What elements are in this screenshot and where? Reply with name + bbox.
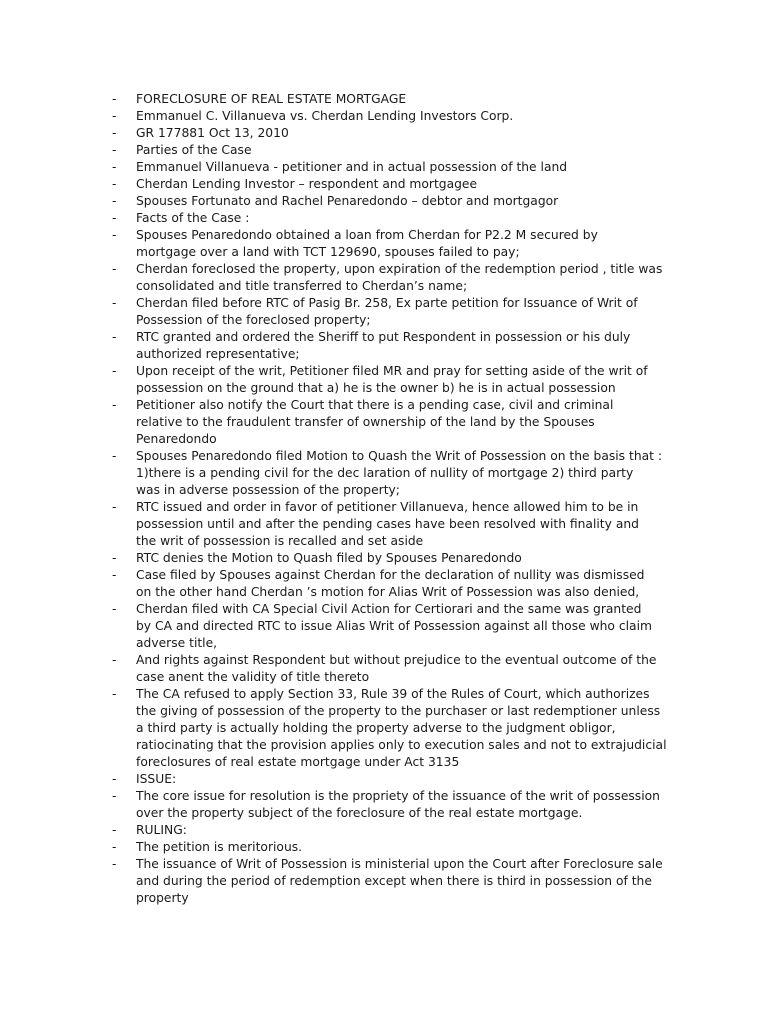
bullet-text-line: by CA and directed RTC to issue Alias Writ of Possession against all those who claim [136,619,652,633]
bullet-marker: - [112,109,117,123]
bullet-marker: - [112,772,117,786]
bullet-text-line: possession on the ground that a) he is the owner b) he is in actual possession [136,381,616,395]
bullet-text-line: was in adverse possession of the property; [136,483,400,497]
bullet-marker: - [112,211,117,225]
bullet-text-line: Spouses Fortunato and Rachel Penaredondo – debtor and mortgagor [136,194,559,208]
bullet-text-line: FORECLOSURE OF REAL ESTATE MORTGAGE [136,92,407,106]
bullet-text-line: relative to the fraudulent transfer of ownership of the land by the Spouses [136,415,595,429]
list-item [112,193,682,210]
bullet-marker: - [112,143,117,157]
bullet-text-line: Upon receipt of the writ, Petitioner filed MR and pray for setting aside of the writ of [136,364,648,378]
list-item [112,159,682,176]
list-item [112,295,682,329]
list-item [112,176,682,193]
bullet-marker: - [112,602,117,616]
bullet-text-line: The CA refused to apply Section 33, Rule 39 of the Rules of Court, which authorizes [136,687,650,701]
list-item [112,125,682,142]
bullet-marker: - [112,500,117,514]
bullet-text-line: RTC denies the Motion to Quash filed by Spouses Penaredondo [136,551,522,565]
bullet-text-line: Cherdan filed before RTC of Pasig Br. 258, Ex parte petition for Issuance of Writ of [136,296,638,310]
bullet-text-line: RTC granted and ordered the Sheriff to put Respondent in possession or his duly [136,330,631,344]
bullet-marker: - [112,398,117,412]
bullet-list [112,91,682,907]
bullet-text-line: RTC issued and order in favor of petitioner Villanueva, hence allowed him to be in [136,500,639,514]
bullet-marker: - [112,823,117,837]
bullet-text-line: foreclosures of real estate mortgage under Act 3135 [136,755,460,769]
bullet-marker: - [112,449,117,463]
bullet-text-line: the writ of possession is recalled and set aside [136,534,424,548]
bullet-marker: - [112,228,117,242]
bullet-marker: - [112,551,117,565]
bullet-text-line: a third party is actually holding the property adverse to the judgment obligor, [136,721,616,735]
list-item [112,329,682,363]
bullet-text-line: RULING: [136,823,187,837]
bullet-text-line: The issuance of Writ of Possession is ministerial upon the Court after Foreclosure sale [136,857,663,871]
bullet-text-line: and during the period of redemption except when there is third in possession of the [136,874,652,888]
bullet-text-line: ISSUE: [136,772,177,786]
bullet-text-line: case anent the validity of title thereto [136,670,370,684]
bullet-marker: - [112,194,117,208]
bullet-text-line: The petition is meritorious. [136,840,303,854]
bullet-text-line: GR 177881 Oct 13, 2010 [136,126,289,140]
bullet-text-line: And rights against Respondent but without prejudice to the eventual outcome of the [136,653,657,667]
list-item [112,686,682,771]
list-item [112,822,682,839]
bullet-text-line: Spouses Penaredondo filed Motion to Quash the Writ of Possession on the basis that : [136,449,663,463]
bullet-text-line: the giving of possession of the property to the purchaser or last redemptioner unless [136,704,661,718]
bullet-text-line: Cherdan Lending Investor – respondent and mortgagee [136,177,478,191]
bullet-text-line: Spouses Penaredondo obtained a loan from Cherdan for P2.2 M secured by [136,228,598,242]
bullet-text-line: Emmanuel C. Villanueva vs. Cherdan Lending Investors Corp. [136,109,514,123]
bullet-text-line: on the other hand Cherdan ’s motion for Alias Writ of Possession was also denied, [136,585,640,599]
bullet-marker: - [112,262,117,276]
bullet-text-line: possession until and after the pending cases have been resolved with finality and [136,517,639,531]
list-item [112,652,682,686]
bullet-text-line: The core issue for resolution is the propriety of the issuance of the writ of possession [136,789,660,803]
bullet-text-line: property [136,891,189,905]
bullet-text-line: Petitioner also notify the Court that there is a pending case, civil and criminal [136,398,614,412]
bullet-text-line: Parties of the Case [136,143,252,157]
list-item [112,839,682,856]
bullet-marker: - [112,296,117,310]
bullet-marker: - [112,160,117,174]
bullet-text-line: Possession of the foreclosed property; [136,313,371,327]
list-item [112,550,682,567]
bullet-marker: - [112,126,117,140]
bullet-text-line: Case filed by Spouses against Cherdan for the declaration of nullity was dismissed [136,568,645,582]
bullet-text-line: Cherdan filed with CA Special Civil Action for Certiorari and the same was granted [136,602,642,616]
list-item [112,771,682,788]
list-item [112,108,682,125]
bullet-text-line: ratiocinating that the provision applies only to execution sales and not to extrajudicial [136,738,667,752]
list-item [112,363,682,397]
bullet-marker: - [112,92,117,106]
list-item [112,91,682,108]
list-item [112,601,682,652]
bullet-text-line: 1)there is a pending civil for the dec laration of nullity of mortgage 2) third party [136,466,634,480]
bullet-marker: - [112,364,117,378]
bullet-marker: - [112,568,117,582]
bullet-marker: - [112,840,117,854]
list-item [112,499,682,550]
list-item [112,567,682,601]
bullet-text-line: authorized representative; [136,347,300,361]
bullet-marker: - [112,177,117,191]
bullet-text-line: adverse title, [136,636,218,650]
bullet-text-line: Penaredondo [136,432,217,446]
bullet-text-line: consolidated and title transferred to Cherdan’s name; [136,279,468,293]
list-item [112,227,682,261]
bullet-text-line: Cherdan foreclosed the property, upon expiration of the redemption period , title was [136,262,663,276]
bullet-marker: - [112,789,117,803]
list-item [112,788,682,822]
bullet-marker: - [112,687,117,701]
bullet-text-line: over the property subject of the foreclosure of the real estate mortgage. [136,806,583,820]
list-item [112,142,682,159]
bullet-text-line: Emmanuel Villanueva - petitioner and in actual possession of the land [136,160,568,174]
bullet-marker: - [112,330,117,344]
list-item [112,210,682,227]
bullet-marker: - [112,653,117,667]
list-item [112,448,682,499]
list-item [112,397,682,448]
list-item [112,261,682,295]
bullet-text-line: Facts of the Case : [136,211,250,225]
bullet-text-line: mortgage over a land with TCT 129690, spouses failed to pay; [136,245,520,259]
bullet-marker: - [112,857,117,871]
list-item [112,856,682,907]
